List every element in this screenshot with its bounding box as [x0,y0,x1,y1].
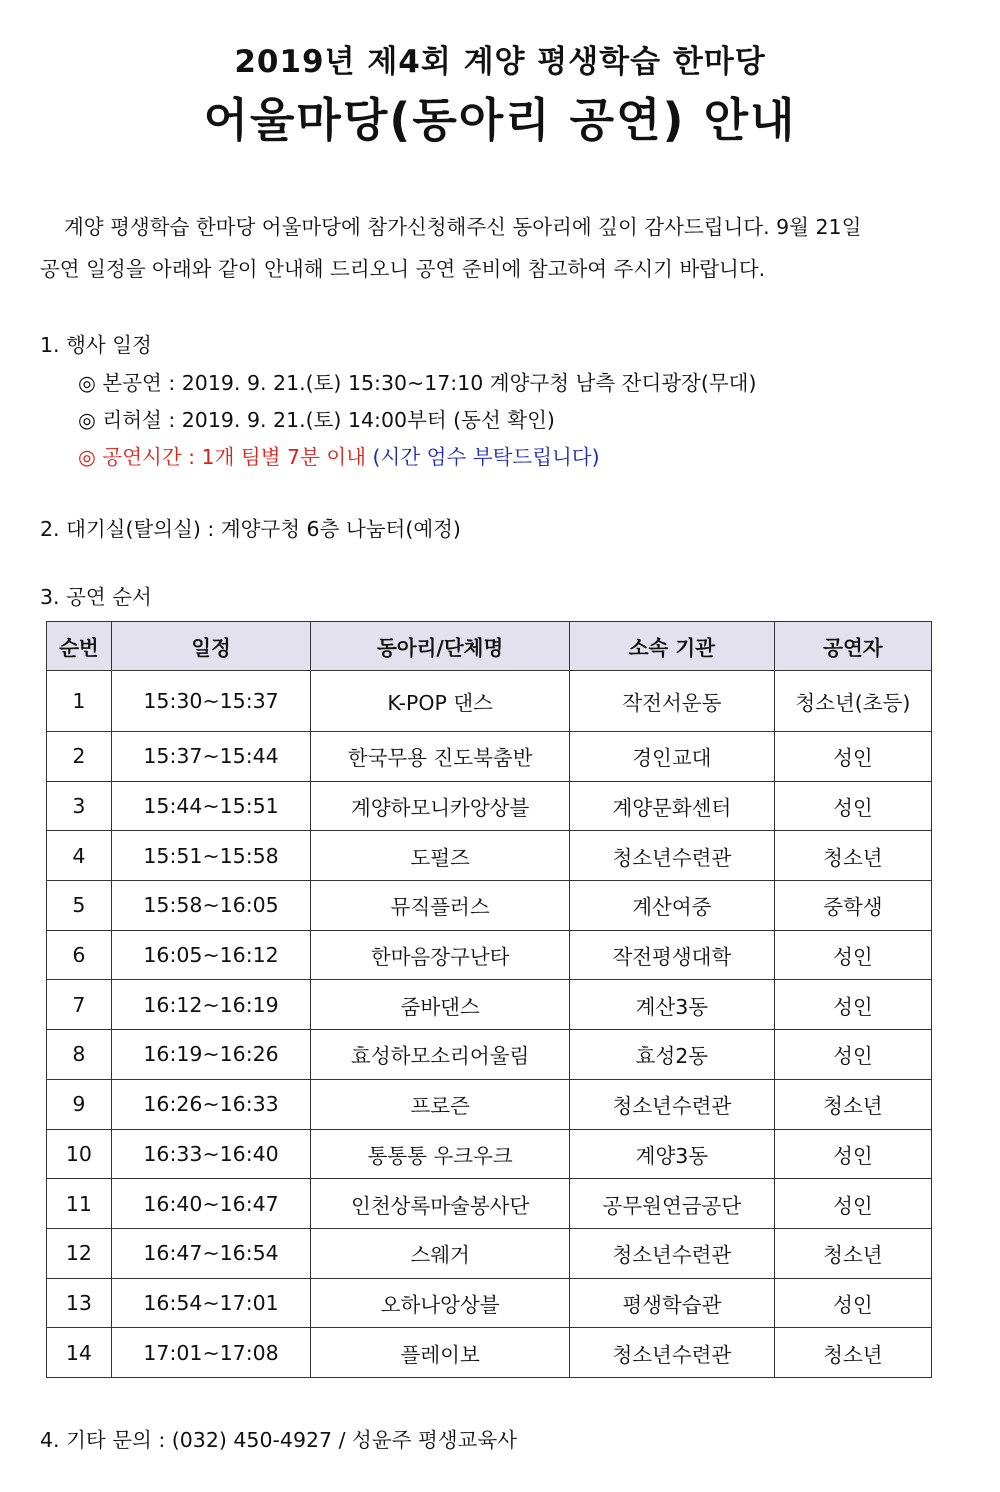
cell-club-name: 줌바댄스 [311,980,570,1030]
cell-organization: 공무원연금공단 [569,1179,774,1229]
cell-performer: 청소년 [774,831,931,881]
cell-number: 3 [47,781,112,831]
time-limit-text: ◎ 공연시간 : 1개 팀별 7분 이내 [78,445,367,469]
cell-performer: 청소년 [774,1328,931,1378]
rehearsal-item: ◎ 리허설 : 2019. 9. 21.(토) 14:00부터 (동선 확인) [78,408,555,432]
cell-schedule: 16:19~16:26 [111,1030,311,1080]
cell-club-name: 프로즌 [311,1079,570,1129]
cell-club-name: 도펄즈 [311,831,570,881]
cell-schedule: 15:30~15:37 [111,671,311,732]
cell-club-name: 한마음장구난타 [311,930,570,980]
cell-number: 14 [47,1328,112,1378]
cell-organization: 계산3동 [569,980,774,1030]
cell-number: 9 [47,1079,112,1129]
cell-number: 7 [47,980,112,1030]
cell-schedule: 15:37~15:44 [111,732,311,782]
cell-organization: 계양문화센터 [569,781,774,831]
cell-number: 11 [47,1179,112,1229]
cell-number: 5 [47,881,112,931]
cell-organization: 청소년수련관 [569,1328,774,1378]
cell-club-name: 통통통 우크우크 [311,1129,570,1179]
cell-club-name: 스웨거 [311,1228,570,1278]
cell-schedule: 15:58~16:05 [111,881,311,931]
section-2-heading: 2. 대기실(탈의실) : 계양구청 6층 나눔터(예정) [40,517,461,541]
cell-club-name: 인천상록마술봉사단 [311,1179,570,1229]
table-row [47,881,932,931]
cell-organization: 계산여중 [569,881,774,931]
cell-club-name: 오하나앙상블 [311,1278,570,1328]
cell-performer: 청소년 [774,1228,931,1278]
document-subtitle: 어울마당(동아리 공연) 안내 [203,93,797,147]
cell-number: 13 [47,1278,112,1328]
table-row [47,781,932,831]
cell-schedule: 15:51~15:58 [111,831,311,881]
cell-organization: 청소년수련관 [569,831,774,881]
column-header-number: 순번 [47,622,112,671]
cell-organization: 평생학습관 [569,1278,774,1328]
cell-schedule: 16:33~16:40 [111,1129,311,1179]
table-row [47,1179,932,1229]
table-row [47,980,932,1030]
cell-performer: 중학생 [774,881,931,931]
cell-performer: 성인 [774,1129,931,1179]
time-limit-item [78,440,600,470]
cell-performer: 성인 [774,1278,931,1328]
cell-organization: 청소년수련관 [569,1228,774,1278]
column-header-performer: 공연자 [774,622,931,671]
cell-club-name: K-POP 댄스 [311,671,570,732]
table-row [47,1129,932,1179]
intro-line-2: 공연 일정을 아래와 같이 안내해 드리오니 공연 준비에 참고하여 주시기 바랍니다. [40,257,766,281]
cell-schedule: 16:40~16:47 [111,1179,311,1229]
time-limit-note: (시간 엄수 부탁드립니다) [372,445,600,469]
cell-schedule: 16:47~16:54 [111,1228,311,1278]
column-header-organization: 소속 기관 [569,622,774,671]
cell-schedule: 16:05~16:12 [111,930,311,980]
table-row [47,1079,932,1129]
table-row [47,732,932,782]
cell-schedule: 16:54~17:01 [111,1278,311,1328]
cell-number: 12 [47,1228,112,1278]
cell-organization: 청소년수련관 [569,1079,774,1129]
table-row [47,1328,932,1378]
table-row [47,1278,932,1328]
performance-schedule-table [46,621,932,1378]
cell-performer: 성인 [774,732,931,782]
table-row [47,1030,932,1080]
cell-club-name: 효성하모소리어울림 [311,1030,570,1080]
table-row [47,930,932,980]
cell-number: 6 [47,930,112,980]
cell-performer: 청소년(초등) [774,671,931,732]
table-header-row [47,622,932,671]
column-header-club: 동아리/단체명 [311,622,570,671]
cell-schedule: 17:01~17:08 [111,1328,311,1378]
cell-number: 8 [47,1030,112,1080]
cell-number: 10 [47,1129,112,1179]
cell-schedule: 15:44~15:51 [111,781,311,831]
cell-performer: 성인 [774,980,931,1030]
cell-organization: 작전서운동 [569,671,774,732]
table-body [47,671,932,1378]
section-4-heading: 4. 기타 문의 : (032) 450-4927 / 성윤주 평생교육사 [40,1428,517,1452]
cell-performer: 성인 [774,1030,931,1080]
section-1-heading: 1. 행사 일정 [40,333,152,357]
table-row [47,831,932,881]
cell-number: 1 [47,671,112,732]
cell-number: 2 [47,732,112,782]
cell-organization: 계양3동 [569,1129,774,1179]
cell-organization: 작전평생대학 [569,930,774,980]
cell-performer: 성인 [774,781,931,831]
table-row [47,671,932,732]
cell-schedule: 16:12~16:19 [111,980,311,1030]
cell-club-name: 한국무용 진도북춤반 [311,732,570,782]
cell-performer: 성인 [774,1179,931,1229]
cell-club-name: 뮤직플러스 [311,881,570,931]
cell-performer: 성인 [774,930,931,980]
main-show-item: ◎ 본공연 : 2019. 9. 21.(토) 15:30~17:10 계양구청 남측 잔디광장(무대) [78,371,757,395]
table-row [47,1228,932,1278]
intro-paragraph [40,206,940,290]
cell-organization: 효성2동 [569,1030,774,1080]
column-header-schedule: 일정 [111,622,311,671]
cell-number: 4 [47,831,112,881]
cell-organization: 경인교대 [569,732,774,782]
cell-club-name: 플레이보 [311,1328,570,1378]
cell-performer: 청소년 [774,1079,931,1129]
cell-schedule: 16:26~16:33 [111,1079,311,1129]
section-3-heading: 3. 공연 순서 [40,585,152,609]
cell-club-name: 계양하모니카앙상블 [311,781,570,831]
document-title: 2019년 제4회 계양 평생학습 한마당 [234,44,766,80]
intro-line-1: 계양 평생학습 한마당 어울마당에 참가신청해주신 동아리에 깊이 감사드립니다. 9월 21일 [64,215,862,239]
